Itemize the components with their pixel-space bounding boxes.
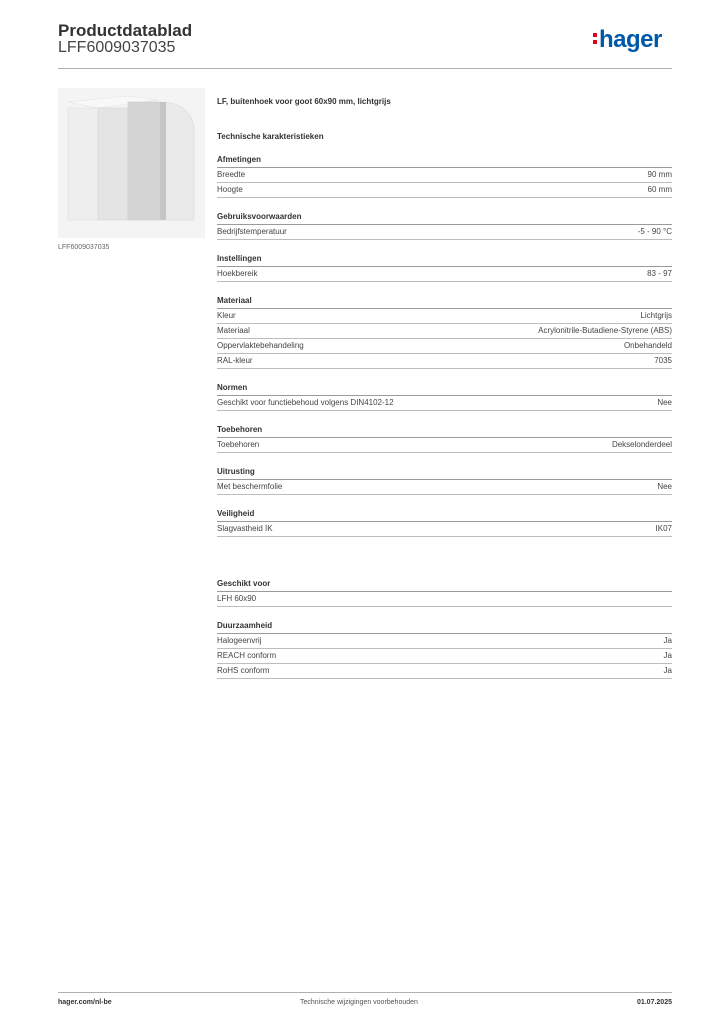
- spec-row: [217, 324, 672, 339]
- section-title: Uitrusting: [217, 467, 672, 480]
- image-caption: LFF6009037035: [58, 244, 110, 251]
- product-image: [58, 88, 205, 238]
- section-title: Normen: [217, 383, 672, 396]
- spec-label: RoHS conform: [217, 666, 270, 675]
- section-title: Duurzaamheid: [217, 621, 672, 634]
- section-title: Materiaal: [217, 296, 672, 309]
- logo-dots-icon: [593, 30, 597, 47]
- section-title: Geschikt voor: [217, 579, 672, 592]
- spec-label: Hoekbereik: [217, 269, 258, 278]
- spec-row: [217, 267, 672, 282]
- spec-row: [217, 664, 672, 679]
- footer-website-link[interactable]: hager.com/nl-be: [58, 999, 112, 1006]
- page-title: Productdatablad: [58, 21, 193, 40]
- section-title: Afmetingen: [217, 155, 672, 168]
- spec-label: Halogeenvrij: [217, 636, 262, 645]
- spec-row: [217, 183, 672, 198]
- spec-value: 83 - 97: [647, 269, 672, 278]
- spec-row: [217, 592, 672, 607]
- section-title: Instellingen: [217, 254, 672, 267]
- spec-value: Acrylonitrile-Butadiene-Styrene (ABS): [538, 326, 672, 335]
- spec-row: [217, 339, 672, 354]
- spec-section: [217, 509, 672, 537]
- spec-label: Toebehoren: [217, 440, 260, 449]
- spec-row: [217, 396, 672, 411]
- spec-section: [217, 296, 672, 369]
- spec-value: Nee: [657, 482, 672, 491]
- spec-section: [217, 425, 672, 453]
- spec-label: Bedrijfstemperatuur: [217, 227, 287, 236]
- section-title: Gebruiksvoorwaarden: [217, 212, 672, 225]
- product-name: LF, buitenhoek voor goot 60x90 mm, lichtgrijs: [217, 97, 391, 106]
- footer-note: Technische wijzigingen voorbehouden: [300, 999, 418, 1006]
- spec-label: Hoogte: [217, 185, 243, 194]
- spec-label: Breedte: [217, 170, 246, 179]
- spec-section: [217, 155, 672, 198]
- header-divider: [58, 68, 672, 69]
- spec-row: [217, 225, 672, 240]
- spec-row: [217, 168, 672, 183]
- spec-content: [217, 97, 672, 679]
- hager-logo: [593, 26, 662, 54]
- section-title: Toebehoren: [217, 425, 672, 438]
- section-title: Veiligheid: [217, 509, 672, 522]
- spec-label: Geschikt voor functiebehoud volgens DIN4102-12: [217, 398, 394, 407]
- spec-row: [217, 309, 672, 324]
- spec-label: Slagvastheid IK: [217, 524, 273, 533]
- spec-label: Materiaal: [217, 326, 250, 335]
- spec-value: 7035: [654, 356, 672, 365]
- tech-heading: Technische karakteristieken: [217, 132, 324, 141]
- spec-value: 90 mm: [647, 170, 672, 179]
- spec-row: [217, 649, 672, 664]
- spec-label: Met beschermfolie: [217, 482, 283, 491]
- spec-label: Oppervlaktebehandeling: [217, 341, 304, 350]
- spec-section: [217, 467, 672, 495]
- spec-value: IK07: [655, 524, 672, 533]
- spec-value: Ja: [663, 651, 672, 660]
- section-sustainability: [217, 621, 672, 679]
- spec-section: [217, 254, 672, 282]
- spec-row: [217, 354, 672, 369]
- spec-value: Nee: [657, 398, 672, 407]
- spec-value: Dekselonderdeel: [611, 440, 672, 449]
- spec-value: -5 - 90 °C: [637, 227, 672, 236]
- spec-section: [217, 212, 672, 240]
- spec-section: [217, 383, 672, 411]
- spec-label: Kleur: [217, 311, 236, 320]
- spec-value: Lichtgrijs: [640, 311, 672, 320]
- spec-row: [217, 634, 672, 649]
- spec-value: Ja: [663, 666, 672, 675]
- spec-value: Ja: [663, 636, 672, 645]
- spec-value: 60 mm: [647, 185, 672, 194]
- footer-date: 01.07.2025: [636, 999, 672, 1006]
- section-suitable-for: [217, 579, 672, 607]
- spec-label: LFH 60x90: [217, 594, 257, 603]
- product-code: LFF6009037035: [58, 39, 176, 56]
- spec-row: [217, 480, 672, 495]
- spec-row: [217, 438, 672, 453]
- spec-row: [217, 522, 672, 537]
- footer-divider: [58, 992, 672, 993]
- spec-label: REACH conform: [217, 651, 277, 660]
- spec-label: RAL-kleur: [217, 356, 253, 365]
- logo-text: hager: [599, 26, 662, 53]
- spec-value: Onbehandeld: [623, 341, 672, 350]
- corner-piece-icon: [58, 88, 205, 238]
